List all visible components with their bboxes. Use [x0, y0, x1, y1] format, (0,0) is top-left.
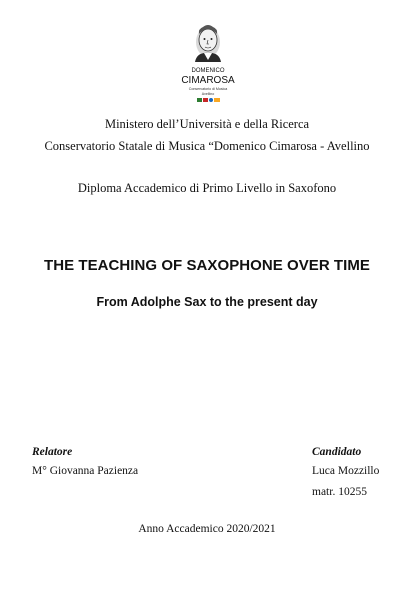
thesis-title: THE TEACHING OF SAXOPHONE OVER TIME	[44, 257, 370, 274]
ministry-line: Ministero dell’Università e della Ricerca	[104, 117, 310, 131]
academic-year: Anno Accademico 2020/2021	[138, 523, 276, 535]
thesis-subtitle: From Adolphe Sax to the present day	[96, 295, 318, 309]
logo-line-3: Conservatorio di Musica	[188, 87, 228, 91]
candidato-matricola: matr. 10255	[312, 486, 367, 498]
portrait-icon	[195, 25, 221, 62]
conservatory-logo	[177, 22, 239, 110]
logo-line-2: CIMAROSA	[181, 75, 235, 86]
logo-badges-icon	[197, 98, 220, 102]
conservatory-line: Conservatorio Statale di Musica “Domenico Cimarosa - Avellino	[44, 139, 370, 153]
degree-line: Diploma Accademico di Primo Livello in Saxofono	[77, 181, 337, 195]
candidato-name: Luca Mozzillo	[312, 465, 380, 477]
relatore-name: M° Giovanna Pazienza	[32, 465, 139, 477]
logo-line-4: Avellino	[201, 92, 215, 96]
logo-line-1: DOMENICO	[191, 68, 225, 74]
candidato-label: Candidato	[312, 446, 362, 458]
relatore-label: Relatore	[32, 446, 73, 458]
